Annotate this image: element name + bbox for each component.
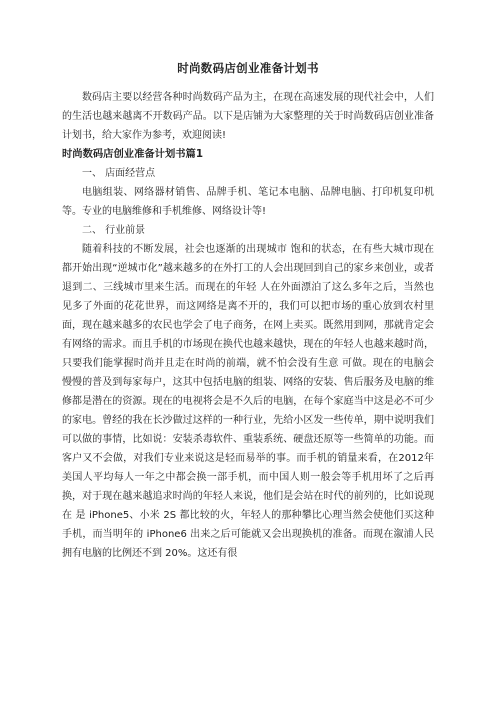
document-title: 时尚数码店创业准备计划书 xyxy=(177,61,319,75)
document-page xyxy=(62,60,434,563)
heading-store-business: 一、 店面经营点 xyxy=(82,168,156,179)
intro-paragraph: 数码店主要以经营各种时尚数码产品为主，在现在高速发展的现代社会中，人们的生活也越来越离不开数码产品。以下是店铺为大家整理的关于时尚数码店创业准备计划书，给大家作为参考，欢迎阅读! xyxy=(62,92,434,141)
heading-industry-outlook: 二、 行业前景 xyxy=(82,225,146,236)
paragraph-store-business: 电脑组装、网络器材销售、品牌手机、笔记本电脑、品牌电脑、打印机复印机等。专业的电脑维修和手机维修、网络设计等! xyxy=(62,187,434,217)
section-title: 时尚数码店创业准备计划书篇1 xyxy=(62,148,204,160)
paragraph-industry-outlook: 随着科技的不断发展，社会也逐渐的出现城市 饱和的状态，在有些大城市现在都开始出现“逆城市化”越来越多的在外打工的人会出现回到自己的家乡来创业，或者退到二、三线城市里来生活。而现在的年轻 人在外面漂泊了这么多年之后，当然也见多了外面的花花世界，而这网络是离不开的，我们可以把市场的重心放到农村里面，现在越来越多的农民也学会了电子商务，在网上卖买。既然用到网，那就肯定会有网络的需求。而且手机的市场现在换代也越来越快，现在的年轻人也越来越时尚，只要我们能掌握时尚并且走在时尚的前端，就不怕会没有生意 可做。现在的电脑会慢慢的普及到每家每户，这其中包括电脑的组装、网络的安装、售后服务及电脑的维修都是潜在的资源。现在的电视将会是不久后的电脑，在每个家庭当中这是必不可少的家电。曾经的我在长沙做过这样的一种行业，先给小区发一些传单，期中说明我们可以做的事情，比如说：安装杀毒软件、重装系统、硬盘还原等一些简单的功能。而客户又不会做，对我们专业来说这是轻而易举的事。而手机的销量来看，在2012年美国人平均每人一年之中都会换一部手机，而中国人则一般会等手机用坏了之后再换，对于现在越来越追求时尚的年轻人来说，他们是会站在时代的前列的，比如说现在 是 iPhone5、小米 2S 都比较的火，年轻人的那种攀比心理当然会使他们买这种手机，而当明年的 iPhone6 出来之后可能就又会出现换机的准备。而现在溆浦人民拥有电脑的比例还不到 20%。这还有很 xyxy=(62,244,434,559)
